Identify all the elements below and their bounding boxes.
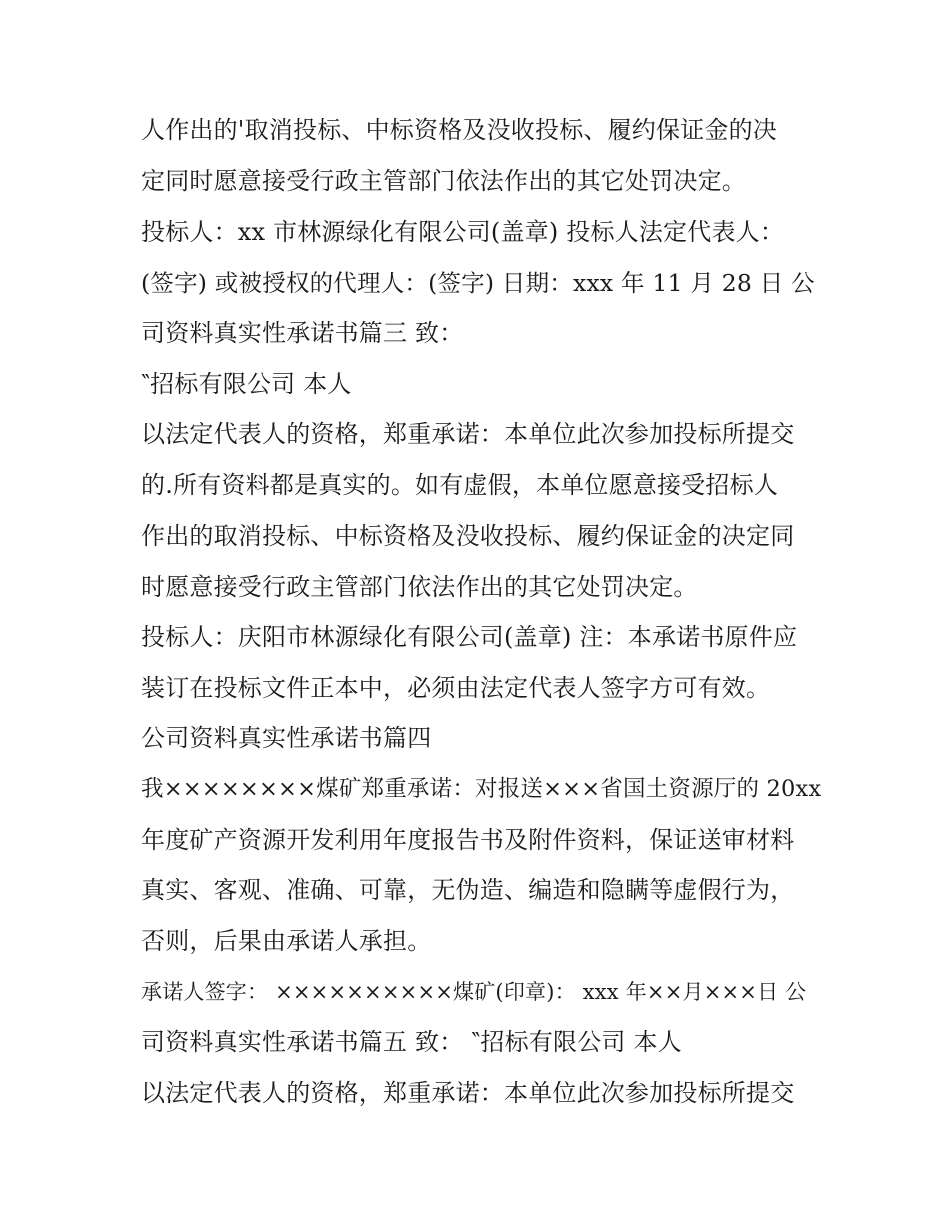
text-line: ‶招标有限公司 本人 — [141, 370, 352, 398]
text-line: 司资料真实性承诺书篇三 致： — [141, 319, 464, 347]
text-line: 投标人：庆阳市林源绿化有限公司(盖章) 注：本承诺书原件应 — [141, 623, 798, 651]
text-line: (签字) 或被授权的代理人：(签字) 日期：xxx 年 11 月 28 日 公 — [141, 269, 815, 297]
text-line: 人作出的'取消投标、中标资格及没收投标、履约保证金的决 — [141, 116, 777, 144]
text-line: 年度矿产资源开发利用年度报告书及附件资料，保证送审材料 — [141, 826, 795, 854]
text-line: 的.所有资料都是真实的。如有虚假，本单位愿意接受招标人 — [141, 471, 779, 499]
text-line: 承诺人签字： ××××××××××煤矿(印章)： xxx 年××月×××日 公 — [141, 980, 807, 1004]
text-line: 否则，后果由承诺人承担。 — [141, 927, 432, 955]
text-line: 时愿意接受行政主管部门依法作出的其它处罚决定。 — [141, 573, 698, 601]
text-line: 真实、客观、准确、可靠，无伪造、编造和隐瞒等虚假行为， — [141, 876, 795, 904]
text-line: 司资料真实性承诺书篇五 致： ‶招标有限公司 本人 — [141, 1028, 682, 1056]
section-heading: 公司资料真实性承诺书篇四 — [141, 724, 432, 752]
text-line: 以法定代表人的资格，郑重承诺：本单位此次参加投标所提交 — [141, 1079, 795, 1107]
text-line: 定同时愿意接受行政主管部门依法作出的其它处罚决定。 — [141, 167, 746, 195]
text-line: 投标人：xx 市林源绿化有限公司(盖章) 投标人法定代表人： — [141, 218, 785, 246]
text-line: 以法定代表人的资格，郑重承诺：本单位此次参加投标所提交 — [141, 420, 795, 448]
text-line: 我××××××××煤矿郑重承诺：对报送×××省国土资源厅的 20xx — [141, 776, 822, 802]
text-line: 作出的取消投标、中标资格及没收投标、履约保证金的决定同 — [141, 522, 795, 550]
text-line: 装订在投标文件正本中，必须由法定代表人签字方可有效。 — [141, 674, 771, 702]
